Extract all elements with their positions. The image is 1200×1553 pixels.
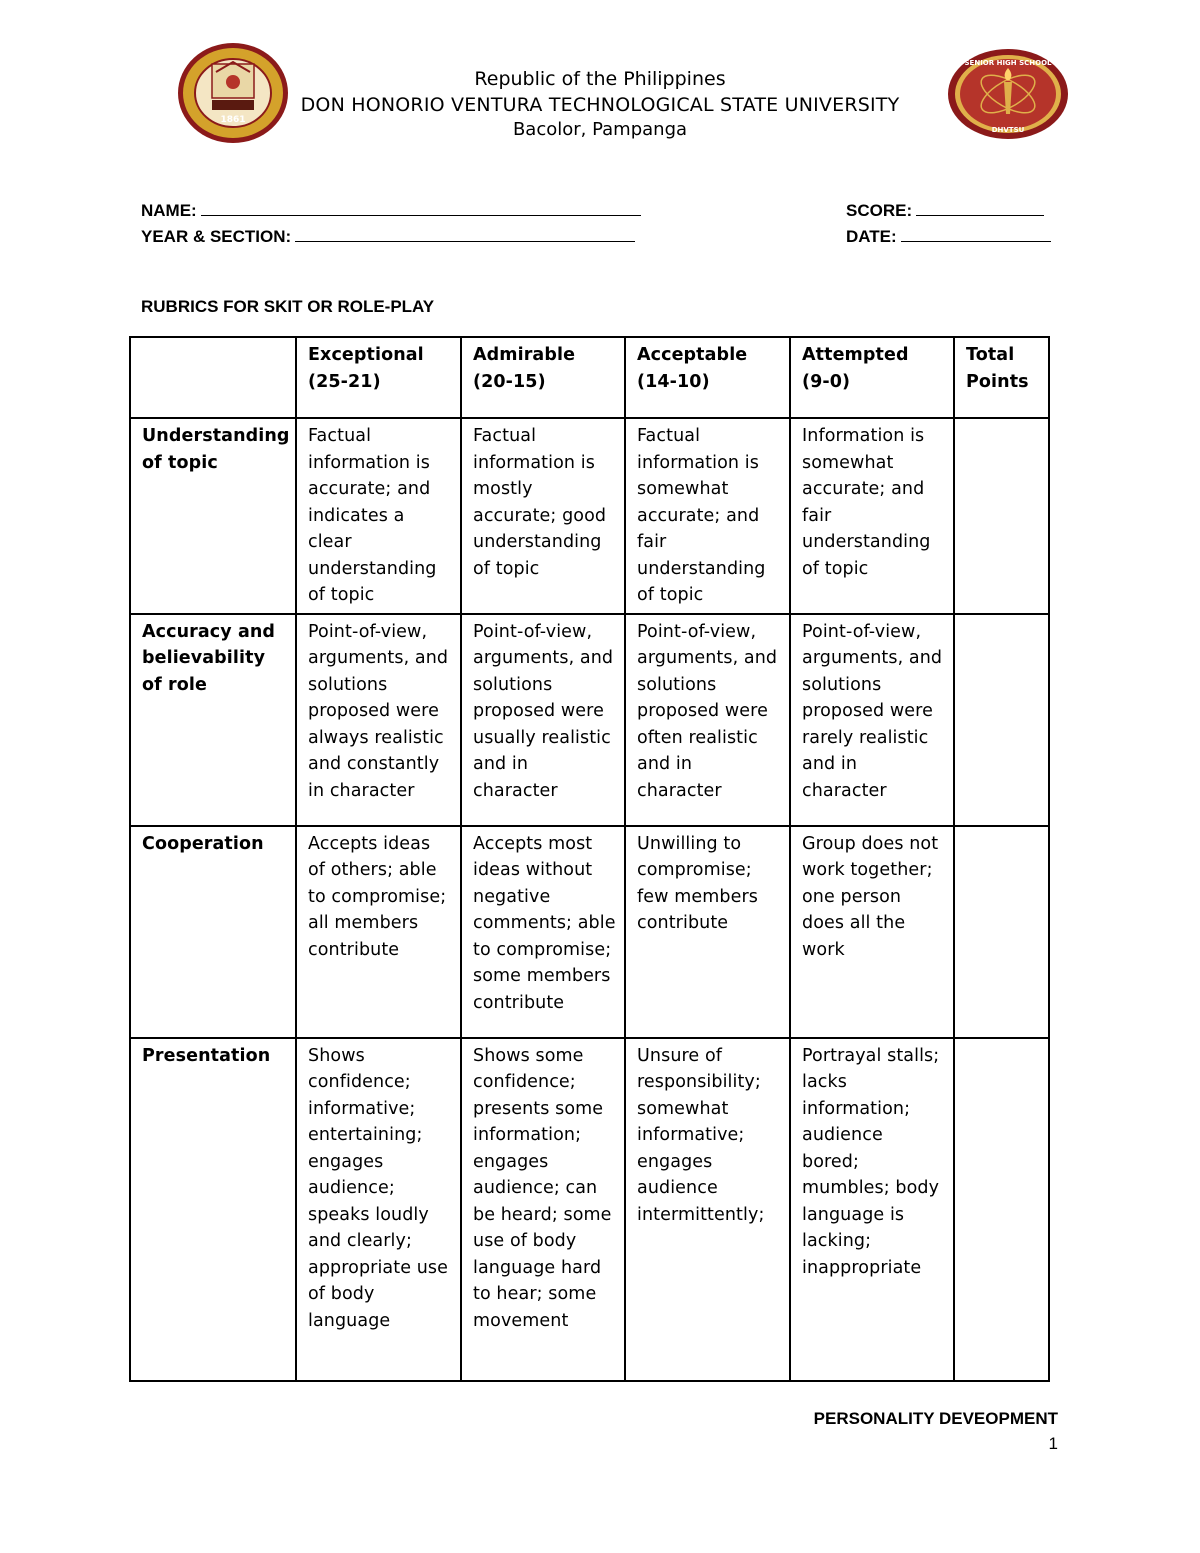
- name-label: NAME:: [141, 201, 197, 220]
- level-name: Attempted: [802, 345, 909, 365]
- descriptor-cell: Point-of-view, arguments, and solutions proposed were always realistic and constantly in character: [296, 614, 461, 826]
- level-header-exceptional: [296, 337, 461, 418]
- level-header-acceptable: [625, 337, 790, 418]
- rubric-row-cooperation: [130, 826, 1049, 1038]
- level-range: (14-10): [637, 371, 710, 392]
- rubric-row-presentation: [130, 1038, 1049, 1381]
- level-name: Exceptional: [308, 345, 424, 365]
- level-name: Admirable: [473, 345, 576, 365]
- rubric-title: RUBRICS FOR SKIT OR ROLE-PLAY: [141, 297, 435, 316]
- university-location: Bacolor, Pampanga: [512, 119, 688, 140]
- descriptor-cell: Factual information is somewhat accurate; and fair understanding of topic: [625, 418, 790, 614]
- date-input-line[interactable]: [901, 228, 1051, 242]
- total-points-cell[interactable]: [954, 1038, 1049, 1381]
- total-points-cell[interactable]: [954, 614, 1049, 826]
- rubric-row-accuracy: [130, 614, 1049, 826]
- criterion-header-cell: [130, 337, 296, 418]
- total-label: Total: [966, 345, 1015, 365]
- seal-bottom-text: DHVTSU: [991, 126, 1025, 134]
- year-section-label: YEAR & SECTION:: [141, 227, 292, 246]
- descriptor-cell: Factual information is accurate; and indicates a clear understanding of topic: [296, 418, 461, 614]
- level-name: Acceptable: [637, 345, 748, 365]
- rubric-table: [129, 336, 1050, 1382]
- descriptor-cell: Unsure of responsibility; somewhat informative; engages audience intermittently;: [625, 1038, 790, 1381]
- name-field[interactable]: [141, 201, 641, 221]
- country-heading: Republic of the Philippines: [474, 68, 726, 90]
- seal-top-text: SENIOR HIGH SCHOOL: [964, 59, 1052, 67]
- date-field[interactable]: [846, 227, 1051, 247]
- date-label: DATE:: [846, 227, 897, 246]
- page-number: 1: [1048, 1434, 1058, 1453]
- score-label: SCORE:: [846, 201, 913, 220]
- seal-year: 1861: [220, 115, 246, 125]
- criterion-cell: Accuracy and believability of role: [130, 614, 296, 826]
- descriptor-cell: Unwilling to compromise; few members contribute: [625, 826, 790, 1038]
- total-points-cell[interactable]: [954, 418, 1049, 614]
- score-input-line[interactable]: [916, 202, 1044, 216]
- descriptor-cell: Portrayal stalls; lacks information; audience bored; mumbles; body language is lacking; inappropriate: [790, 1038, 954, 1381]
- level-header-attempted: [790, 337, 954, 418]
- footer-subject: PERSONALITY DEVEOPMENT: [813, 1409, 1058, 1428]
- descriptor-cell: Point-of-view, arguments, and solutions proposed were often realistic and in character: [625, 614, 790, 826]
- name-input-line[interactable]: [201, 202, 641, 216]
- level-range: (9-0): [802, 371, 851, 392]
- criterion-cell: Cooperation: [130, 826, 296, 1038]
- level-range: (25-21): [308, 371, 381, 392]
- descriptor-cell: Point-of-view, arguments, and solutions proposed were usually realistic and in character: [461, 614, 625, 826]
- points-label: Points: [966, 371, 1029, 392]
- descriptor-cell: Accepts ideas of others; able to compromise; all members contribute: [296, 826, 461, 1038]
- level-range: (20-15): [473, 371, 546, 392]
- senior-high-school-seal-icon: [946, 48, 1070, 140]
- total-points-cell[interactable]: [954, 826, 1049, 1038]
- descriptor-cell: Shows confidence; informative; entertaining; engages audience; speaks loudly and clearly; appropriate use of body language: [296, 1038, 461, 1381]
- university-name: DON HONORIO VENTURA TECHNOLOGICAL STATE UNIVERSITY: [300, 94, 900, 116]
- criterion-cell: Understanding of topic: [130, 418, 296, 614]
- descriptor-cell: Group does not work together; one person does all the work: [790, 826, 954, 1038]
- descriptor-cell: Point-of-view, arguments, and solutions proposed were rarely realistic and in character: [790, 614, 954, 826]
- score-field[interactable]: [846, 201, 1044, 221]
- descriptor-cell: Accepts most ideas without negative comments; able to compromise; some members contribute: [461, 826, 625, 1038]
- criterion-cell: Presentation: [130, 1038, 296, 1381]
- level-header-admirable: [461, 337, 625, 418]
- year-section-input-line[interactable]: [295, 228, 635, 242]
- rubric-header-row: [130, 337, 1049, 418]
- descriptor-cell: Factual information is mostly accurate; good understanding of topic: [461, 418, 625, 614]
- descriptor-cell: Information is somewhat accurate; and fair understanding of topic: [790, 418, 954, 614]
- descriptor-cell: Shows some confidence; presents some information; engages audience; can be heard; some use of body language hard to hear; some movement: [461, 1038, 625, 1381]
- total-points-header: [954, 337, 1049, 418]
- year-section-field[interactable]: [141, 227, 635, 247]
- rubric-row-understanding: [130, 418, 1049, 614]
